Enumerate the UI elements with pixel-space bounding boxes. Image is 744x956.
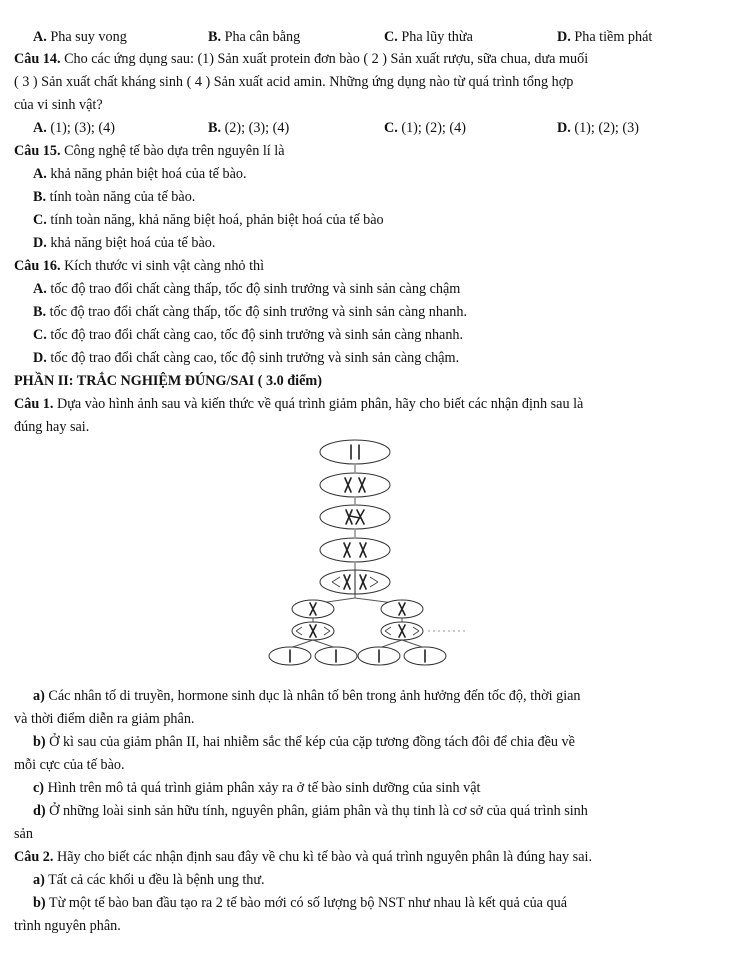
question-text: của vi sinh vật? bbox=[14, 97, 103, 113]
gamete-1 bbox=[269, 647, 311, 665]
cell-prophase bbox=[320, 473, 390, 497]
statement-text: Ở kì sau của giảm phân II, hai nhiễm sắc thể kép của cặp tương đồng tách đôi để chia đều về bbox=[49, 734, 575, 750]
question-label: Câu 1. bbox=[14, 396, 54, 412]
p2q2-b-line1 bbox=[33, 894, 567, 912]
option-text: khả năng phản biệt hoá của tế bào. bbox=[50, 166, 247, 182]
statement-label: b) bbox=[33, 895, 46, 911]
q14-option-c: C. (1); (2); (4) bbox=[384, 120, 466, 136]
p2q1-a-line1 bbox=[33, 687, 581, 705]
question-label: Câu 14. bbox=[14, 51, 61, 67]
option-text: tính toàn năng, khả năng biệt hoá, phản biệt hoá của tế bào bbox=[50, 212, 384, 228]
q15-option-b: B. tính toàn năng của tế bào. bbox=[33, 189, 196, 205]
q14-option-d: D. (1); (2); (3) bbox=[557, 120, 639, 136]
p2q1-b-line2 bbox=[14, 756, 125, 774]
q16-option-b: B. tốc độ trao đổi chất càng thấp, tốc độ sinh trưởng và sinh sản càng nhanh. bbox=[33, 304, 468, 320]
option-text: tốc độ trao đổi chất càng thấp, tốc độ sinh trưởng và sinh sản càng chậm bbox=[50, 281, 461, 297]
question-text: Cho các ứng dụng sau: (1) Sản xuất protein đơn bào ( 2 ) Sản xuất rượu, sữa chua, dưa muối bbox=[64, 51, 589, 67]
statement-text: Từ một tế bào ban đầu tạo ra 2 tế bào mới có số lượng bộ NST như nhau là kết quả của quá bbox=[48, 895, 568, 911]
question-text: ( 3 ) Sản xuất chất kháng sinh ( 4 ) Sản xuất acid amin. Những ứng dụng nào từ quá trình tổng hợp bbox=[14, 74, 574, 90]
q14-line1 bbox=[14, 50, 588, 68]
q13-option-b: B. Pha cân bằng bbox=[208, 29, 301, 45]
p2q2-b-line2 bbox=[14, 917, 121, 935]
p2q1-line1 bbox=[14, 395, 583, 413]
question-label: Câu 2. bbox=[14, 849, 54, 865]
cell-aii-left bbox=[292, 622, 334, 640]
statement-text: Tất cả các khối u đều là bệnh ung thư. bbox=[48, 872, 265, 888]
statement-text: Hình trên mô tả quá trình giảm phân xảy ra ở tế bào sinh dưỡng của sinh vật bbox=[47, 780, 481, 796]
statement-label: a) bbox=[33, 872, 45, 888]
question-label: Câu 15. bbox=[14, 143, 61, 159]
cell-anaphase bbox=[320, 570, 390, 594]
question-text: Kích thước vi sinh vật càng nhỏ thì bbox=[64, 258, 265, 274]
statement-label: a) bbox=[33, 688, 45, 704]
option-text: (1); (2); (3) bbox=[574, 120, 639, 136]
statement-text: Các nhân tố di truyền, hormone sinh dục là nhân tố bên trong ảnh hưởng đến tốc độ, thời gian bbox=[48, 688, 581, 704]
question-label: Câu 16. bbox=[14, 258, 61, 274]
gamete-4 bbox=[404, 647, 446, 665]
statement-text: và thời điểm diễn ra giảm phân. bbox=[14, 711, 195, 727]
q14-line3 bbox=[14, 96, 103, 114]
q16-stem bbox=[14, 257, 264, 275]
p2q1-a-line2 bbox=[14, 710, 194, 728]
question-text: đúng hay sai. bbox=[14, 419, 90, 435]
p2q1-d-line2 bbox=[14, 825, 33, 843]
statement-text: sản bbox=[14, 826, 33, 842]
option-text: tính toàn năng của tế bào. bbox=[49, 189, 196, 205]
q13-option-c: C. Pha lũy thừa bbox=[384, 29, 473, 45]
cell-metaphase bbox=[320, 538, 390, 562]
q16-option-d: D. tốc độ trao đổi chất càng cao, tốc độ sinh trưởng và sinh sản càng chậm. bbox=[33, 350, 460, 366]
q14-option-b: B. (2); (3); (4) bbox=[208, 120, 290, 136]
cell-aii-right bbox=[381, 622, 423, 640]
part2-heading: PHẦN II: TRẮC NGHIỆM ĐÚNG/SAI ( 3.0 điểm) bbox=[14, 373, 322, 389]
question-text: Hãy cho biết các nhận định sau đây về chu kì tế bào và quá trình nguyên phân là đúng hay sai. bbox=[56, 849, 592, 865]
statement-label: b) bbox=[33, 734, 46, 750]
option-text: Pha tiềm phát bbox=[574, 29, 653, 45]
q15-option-a: A. khả năng phản biệt hoá của tế bào. bbox=[33, 166, 247, 182]
p2q1-line2 bbox=[14, 418, 89, 436]
option-text: (1); (3); (4) bbox=[50, 120, 115, 136]
option-text: Pha suy vong bbox=[50, 29, 127, 45]
cell-mii-left bbox=[292, 600, 334, 618]
option-text: khả năng biệt hoá của tế bào. bbox=[50, 235, 216, 251]
p2q1-b-line1 bbox=[33, 733, 575, 751]
p2q1-c-line1 bbox=[33, 779, 480, 797]
cell-interphase bbox=[320, 440, 390, 464]
option-text: (1); (2); (4) bbox=[401, 120, 466, 136]
q14-line2 bbox=[14, 73, 573, 91]
option-text: tốc độ trao đổi chất càng cao, tốc độ sinh trưởng và sinh sản càng nhanh. bbox=[50, 327, 464, 343]
q13-option-a: A. Pha suy vong bbox=[33, 29, 127, 45]
option-text: (2); (3); (4) bbox=[224, 120, 290, 136]
question-text: Công nghệ tế bào dựa trên nguyên lí là bbox=[64, 143, 285, 159]
gamete-3 bbox=[358, 647, 400, 665]
statement-label: c) bbox=[33, 780, 45, 796]
statement-text: Ở những loài sinh sản hữu tính, nguyên phân, giảm phân và thụ tinh là cơ sở của quá trình sinh bbox=[49, 803, 588, 819]
option-text: Pha cân bằng bbox=[224, 29, 301, 45]
q14-option-a: A. (1); (3); (4) bbox=[33, 120, 115, 136]
option-text: tốc độ trao đổi chất càng thấp, tốc độ sinh trưởng và sinh sản càng nhanh. bbox=[49, 304, 468, 320]
statement-text: trình nguyên phân. bbox=[14, 918, 121, 934]
q15-option-c: C. tính toàn năng, khả năng biệt hoá, phản biệt hoá của tế bào bbox=[33, 212, 384, 228]
p2q2-a-line1 bbox=[33, 871, 265, 889]
p2q1-d-line1 bbox=[33, 802, 588, 820]
option-text: tốc độ trao đổi chất càng cao, tốc độ sinh trưởng và sinh sản càng chậm. bbox=[50, 350, 460, 366]
q13-option-d: D. Pha tiềm phát bbox=[557, 29, 653, 45]
q16-option-a: A. tốc độ trao đổi chất càng thấp, tốc độ sinh trưởng và sinh sản càng chậm bbox=[33, 281, 461, 297]
p2q2-line1 bbox=[14, 848, 592, 866]
question-text: Dựa vào hình ảnh sau và kiến thức về quá trình giảm phân, hãy cho biết các nhận định sau là bbox=[56, 396, 584, 412]
cell-mii-right bbox=[381, 600, 423, 618]
q15-option-d: D. khả năng biệt hoá của tế bào. bbox=[33, 235, 216, 251]
statement-text: mỗi cực của tế bào. bbox=[14, 757, 125, 773]
option-text: Pha lũy thừa bbox=[401, 29, 473, 45]
q16-option-c: C. tốc độ trao đổi chất càng cao, tốc độ sinh trưởng và sinh sản càng nhanh. bbox=[33, 327, 464, 343]
q15-stem bbox=[14, 142, 285, 160]
gamete-2 bbox=[315, 647, 357, 665]
statement-label: d) bbox=[33, 803, 46, 819]
cell-prophase-crossing bbox=[320, 505, 390, 529]
